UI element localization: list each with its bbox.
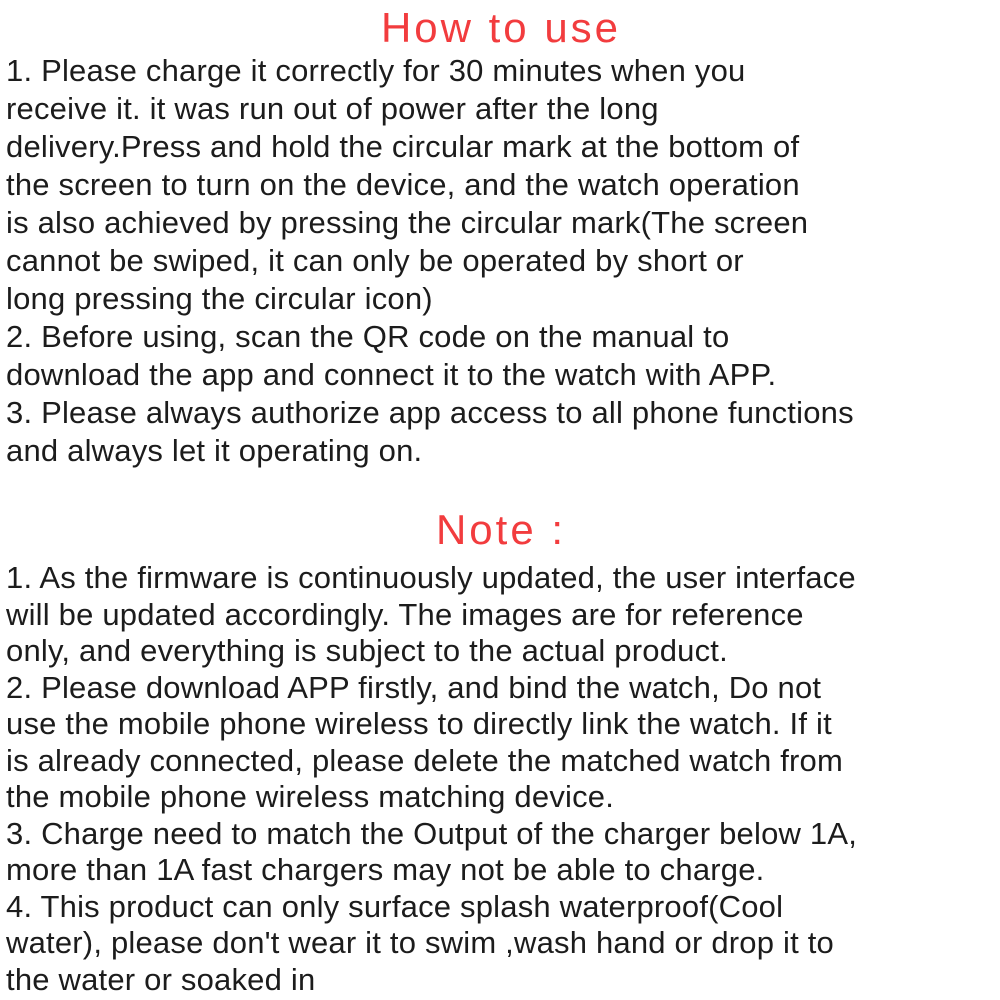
howto-line: cannot be swiped, it can only be operated by short or xyxy=(6,243,744,278)
section-how-to-use xyxy=(6,4,996,470)
note-body xyxy=(6,560,996,998)
howto-line: the screen to turn on the device, and the watch operation xyxy=(6,167,800,202)
note-line: 4. This product can only surface splash waterproof(Cool xyxy=(6,888,784,924)
note-heading: Note : xyxy=(435,506,567,553)
howto-line: delivery.Press and hold the circular mark at the bottom of xyxy=(6,129,800,164)
note-line: will be updated accordingly. The images are for reference xyxy=(6,596,804,632)
note-line: water), please don't wear it to swim ,wash hand or drop it to xyxy=(6,925,834,960)
howto-line: download the app and connect it to the watch with APP. xyxy=(6,357,777,392)
note-line: 2. Please download APP firstly, and bind the watch, Do not xyxy=(6,669,822,705)
howto-line: 3. Please always authorize app access to all phone functions xyxy=(6,395,854,430)
note-line: more than 1A fast chargers may not be able to charge. xyxy=(6,852,765,887)
howto-line: and always let it operating on. xyxy=(6,433,423,468)
howto-line: long pressing the circular icon) xyxy=(6,281,433,316)
howto-line: 2. Before using, scan the QR code on the manual to xyxy=(6,319,730,354)
note-line: use the mobile phone wireless to directly link the watch. If it xyxy=(6,706,832,741)
howto-line: receive it. it was run out of power after the long xyxy=(6,91,659,126)
howto-line: 1. Please charge it correctly for 30 minutes when you xyxy=(6,53,746,88)
note-line: 1. As the firmware is continuously updated, the user interface xyxy=(6,560,856,595)
note-line: the mobile phone wireless matching device. xyxy=(6,779,615,814)
note-line: only, and everything is subject to the actual product. xyxy=(6,633,728,668)
how-to-use-heading: How to use xyxy=(380,4,622,51)
note-line: 3. Charge need to match the Output of the charger below 1A, xyxy=(6,815,858,851)
howto-line: is also achieved by pressing the circular mark(The screen xyxy=(6,205,809,240)
section-note xyxy=(6,500,996,998)
note-line: the water or soaked in xyxy=(6,961,316,997)
note-line: is already connected, please delete the matched watch from xyxy=(6,742,844,778)
how-to-use-body xyxy=(6,52,996,470)
